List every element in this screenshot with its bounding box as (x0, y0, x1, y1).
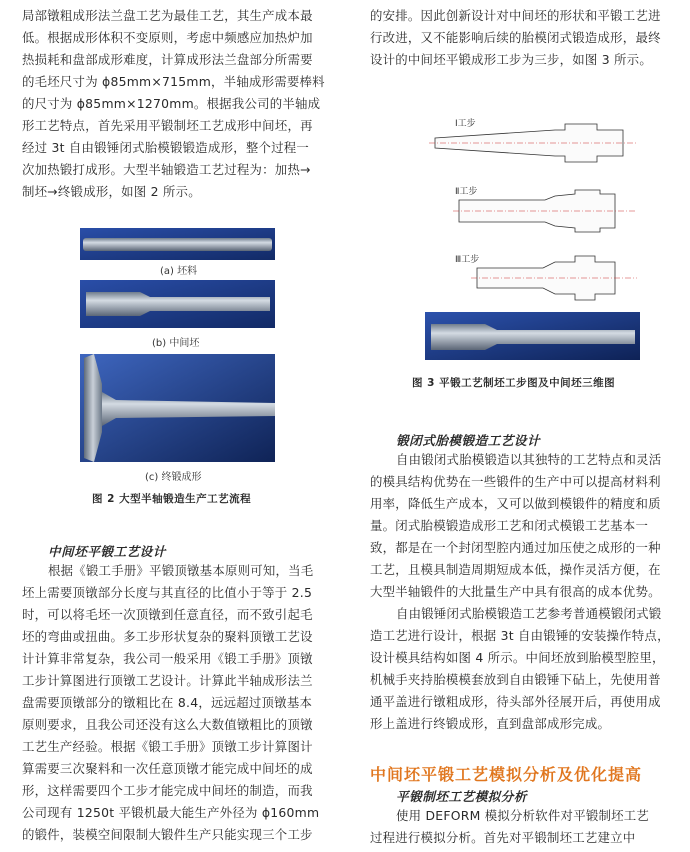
figure2-image-intermediate (80, 280, 275, 328)
paragraph-line: 坯上需要顶镦部分长度与其直径的比值小于等于 2.5 (22, 585, 313, 600)
paragraph-line: 算需要三次聚料和一次任意顶镦才能完成中间坯的成 (22, 761, 313, 776)
paragraph-line: 局部镦粗成形法兰盘工艺为最佳工艺，其生产成本最 (22, 8, 313, 23)
paragraph-line: 热损耗和盘部成形难度，计算成形法兰盘部分所需要 (22, 52, 313, 67)
paragraph-line: 设计的中间坯平锻成形工步为三步，如图 3 所示。 (370, 52, 652, 67)
paragraph-line: 形工艺特点，首先采用平锻制坯工艺成形中间坯，再 (22, 118, 313, 133)
paragraph-line: 通平盖进行镦粗成形，待头部外径展开后，再使用成 (370, 694, 661, 709)
paragraph-line: 经过 3t 自由锻锤闭式胎模锻锻造成形，整个过程一 (22, 140, 310, 155)
left-section-subhead: 中间坯平锻工艺设计 (48, 544, 166, 559)
paragraph-line: 时，可以将毛坯一次顶镦到任意直径，而不致引起毛 (22, 607, 313, 622)
right-section-subhead: 锻闭式胎模锻造工艺设计 (396, 433, 541, 448)
paragraph-line: 行改进，又不能影响后续的胎模闭式锻造成形，最终 (370, 30, 661, 45)
paragraph-line: 盘需要顶镦部分的镦粗比在 8.4，远远超过顶镦基本 (22, 695, 313, 710)
paragraph-line: 公司现有 1250t 平锻机最大能生产外径为 ϕ160mm (22, 805, 320, 820)
paragraph-line: 原则要求，且我公司还没有这么大数值镦粗比的顶镦 (22, 717, 313, 732)
figure2-image-billet (80, 228, 275, 260)
paragraph-line: 形上盖进行终锻成形，直到盘部成形完成。 (370, 716, 611, 731)
paragraph-line: 根据《锻工手册》平锻顶镦基本原则可知，当毛 (48, 563, 314, 578)
paragraph-line: 的毛坯尺寸为 ϕ85mm×715mm，半轴成形需要棒料 (22, 74, 325, 89)
subsection-subhead: 平锻制坯工艺模拟分析 (396, 789, 527, 804)
paragraph-line: 计计算非常复杂，我公司一般采用《锻工手册》顶镦 (22, 651, 313, 666)
figure2-image-final (80, 354, 275, 462)
paragraph-line: 的锻件，装模空间限制大锻件生产只能实现三个工步 (22, 827, 313, 842)
paragraph-line: 低。根据成形体积不变原则，考虑中频感应加热炉加 (22, 30, 313, 45)
figure3-title: 图 3 平锻工艺制坯工步图及中间坯三维图 (412, 377, 616, 389)
paragraph-line: 的模具结构优势在一些锻件的生产中可以提高材料利 (370, 474, 661, 489)
paragraph-line: 次加热锻打成形。大型半轴锻造工艺过程为：加热→ (22, 162, 311, 177)
paragraph-line: 工步计算图进行顶镦工艺设计。计算此半轴成形法兰 (22, 673, 313, 688)
paragraph-line: 工艺生产经验。根据《锻工手册》顶镦工步计算图计 (22, 739, 313, 754)
figure2-title: 图 2 大型半轴锻造生产工艺流程 (92, 493, 252, 505)
figure2-caption-b: (b) 中间坯 (152, 338, 200, 349)
paragraph-line: 造工艺进行设计，根据 3t 自由锻锤的安装操作特点， (370, 628, 670, 643)
figure3-step2-label: Ⅱ工步 (455, 187, 478, 197)
paragraph-line: 的安排。因此创新设计对中间坯的形状和平锻工艺进 (370, 8, 661, 23)
figure2-caption-a: (a) 坯料 (160, 266, 198, 277)
billet-render (80, 228, 275, 260)
paragraph-line: 的尺寸为 ϕ85mm×1270mm。根据我公司的半轴成 (22, 96, 321, 111)
paragraph-line: 机械手夹持胎模模套放到自由锻锤下砧上，先使用普 (370, 672, 661, 687)
paragraph-line: 量。闭式胎模锻造成形工艺和闭式模锻工艺基本一 (370, 518, 649, 533)
figure3-step1-label: Ⅰ工步 (455, 119, 476, 129)
figure3-step3-label: Ⅲ工步 (455, 255, 480, 265)
paragraph-line: 制坯→终锻成形，如图 2 所示。 (22, 184, 201, 199)
paragraph-line: 使用 DEFORM 模拟分析软件对平锻制坯工艺 (396, 808, 650, 823)
paragraph-line: 自由锻锤闭式胎模锻造工艺参考普通模锻闭式锻 (396, 606, 662, 621)
figure3-drawing (425, 110, 640, 360)
paragraph-line: 过程进行模拟分析。首先对平锻制坯工艺建立中 (370, 830, 636, 845)
paragraph-line: 坯的弯曲或扭曲。多工步形状复杂的聚料顶镦工艺设 (22, 629, 313, 644)
paragraph-line: 用率，降低生产成本，又可以做到模锻件的精度和质 (370, 496, 661, 511)
paragraph-line: 大型半轴锻件的大批量生产中具有很高的成本优势。 (370, 584, 661, 599)
paragraph-line: 设计模具结构如图 4 所示。中间坯放到胎模型腔里， (370, 650, 665, 665)
paragraph-line: 自由锻闭式胎模锻造以其独特的工艺特点和灵活 (396, 452, 662, 467)
figure2-caption-c: (c) 终锻成形 (145, 472, 202, 483)
intermediate-render (80, 280, 275, 328)
final-forging-render (80, 354, 275, 462)
paragraph-line: 工艺，且模具制造周期短成本低，操作灵活方便，在 (370, 562, 661, 577)
paragraph-line: 形，这样需要四个工步才能完成中间坯的制造，而我 (22, 783, 313, 798)
paragraph-line: 致，都是在一个封闭型腔内通过加压使之成形的一种 (370, 540, 661, 555)
section-title: 中间坯平锻工艺模拟分析及优化提高 (370, 765, 643, 784)
forging-steps-drawing (425, 110, 640, 360)
